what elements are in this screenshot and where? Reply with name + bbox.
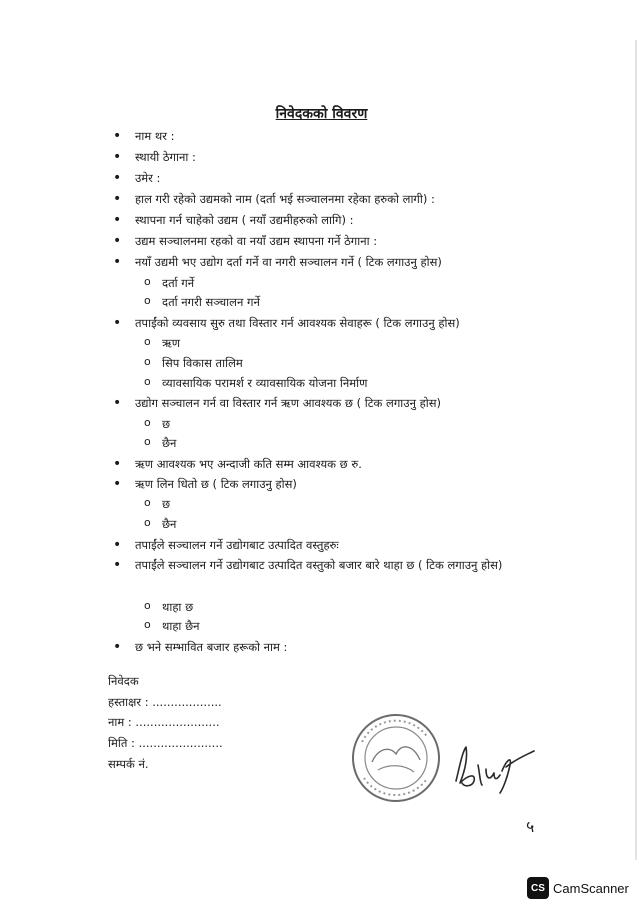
field-required-services: • तपाईंको व्यवसाय सुरु तथा विस्तार गर्न आवश्यक सेवाहरू ( टिक लगाउनु होस): [135, 313, 545, 333]
field-registration-choice: • नयाँ उद्यमी भए उद्योग दर्ता गर्ने वा नगरी सञ्चालन गर्ने ( टिक लगाउनु होस): [135, 252, 545, 272]
option-yes: o छ: [162, 414, 170, 434]
field-collateral: • ऋण लिन धितो छ ( टिक लगाउनु होस): [135, 474, 545, 494]
option-business-counselling: o व्यावसायिक परामर्श र व्यावसायिक योजना निर्माण: [162, 373, 367, 393]
signature-line: हस्ताक्षर : ...................: [108, 695, 222, 709]
applicant-heading: निवेदक: [108, 674, 139, 688]
option-no: o छैन: [162, 514, 176, 534]
field-permanent-address: • स्थायी ठेगाना :: [135, 147, 545, 167]
field-products: • तपाईंले सञ्चालन गर्ने उद्योगबाट उत्पादित वस्तुहरुः: [135, 535, 545, 555]
option-known: o थाहा छ: [162, 597, 193, 617]
field-age: • उमेर :: [135, 168, 545, 188]
option-yes: o छ: [162, 494, 170, 514]
option-not-known: o थाहा छैन: [162, 616, 200, 636]
camscanner-watermark: [527, 876, 633, 900]
page-number: ५: [526, 817, 535, 836]
field-enterprise-address: • उद्यम सञ्चालनमा रहको वा नयाँ उद्यम स्थापना गर्ने ठेगाना :: [135, 231, 545, 251]
field-name: • नाम थर :: [135, 126, 545, 146]
option-no: o छैन: [162, 433, 176, 453]
document-title: निवेदकको विवरण: [275, 106, 368, 122]
option-skill-training: o सिप विकास तालिम: [162, 353, 243, 373]
date-line: मिति : .......................: [108, 736, 223, 750]
field-loan-amount: • ऋण आवश्यक भए अन्दाजी कति सम्म आवश्यक छ रु.: [135, 454, 545, 474]
field-market-knowledge: • तपाईंले सञ्चालन गर्ने उद्योगबाट उत्पादित वस्तुको बजार बारे थाहा छ ( टिक लगाउनु होस): [135, 555, 545, 576]
contact-line: सम्पर्क नं.: [108, 757, 149, 771]
field-loan-needed: • उद्योग सञ्चालन गर्न वा विस्तार गर्न ऋण आवश्यक छ ( टिक लगाउनु होस): [135, 393, 545, 413]
option-loan: o ऋण: [162, 333, 180, 353]
field-potential-markets: • छ भने सम्भावित बजार हरूको नाम :: [135, 637, 545, 657]
camscanner-logo-icon: CS: [527, 877, 549, 899]
field-current-enterprise: • हाल गरी रहेको उद्यमको नाम (दर्ता भई सञ्चालनमा रहेका हरुको लागी) :: [135, 189, 545, 209]
signature-icon: [450, 735, 540, 795]
camscanner-label: CamScanner: [553, 880, 629, 896]
field-planned-enterprise: • स्थापना गर्न चाहेको उद्यम ( नयाँ उद्यमीहरुको लागि) :: [135, 210, 545, 230]
page-edge-line: [635, 40, 637, 860]
option-register: o दर्ता गर्ने: [162, 273, 194, 293]
name-line: नाम : .......................: [108, 715, 220, 729]
office-stamp-icon: [350, 712, 442, 804]
option-run-unregistered: o दर्ता नगरी सञ्चालन गर्ने: [162, 292, 260, 312]
